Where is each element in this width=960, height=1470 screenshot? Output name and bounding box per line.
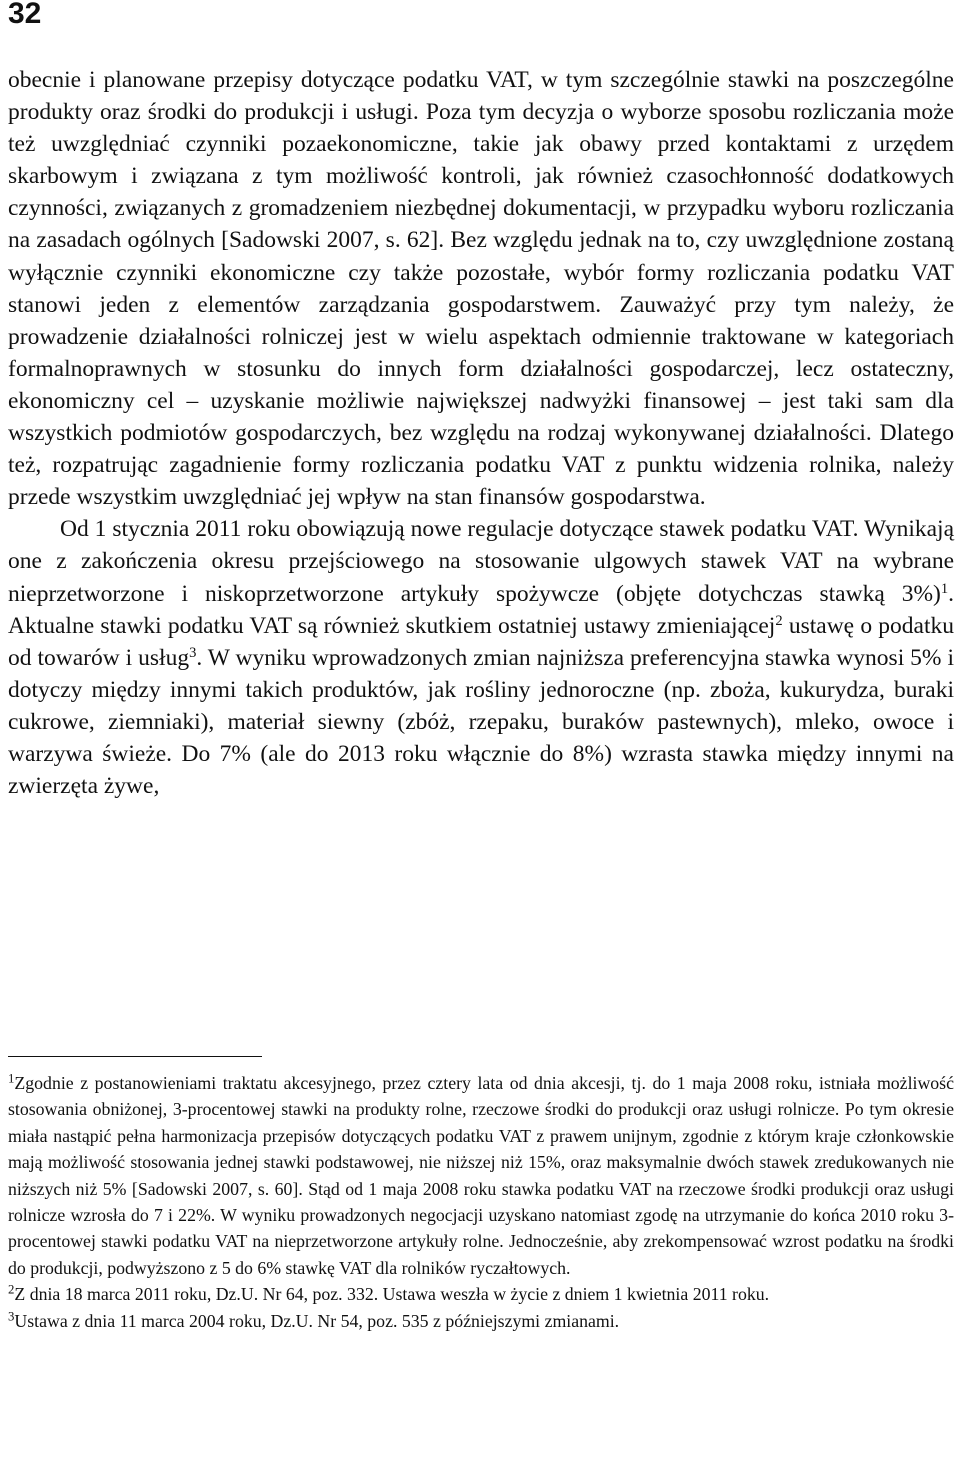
footnote-2 — [8, 1281, 954, 1307]
page-number: 32 — [8, 0, 42, 30]
footnote-2-marker: 2 — [8, 1282, 15, 1297]
footnote-3 — [8, 1308, 954, 1334]
paragraph-2-part-3: ustawę o podatku od towarów i usług — [8, 612, 954, 671]
footnote-ref-1: 1 — [940, 580, 949, 597]
footnote-1-text: Zgodnie z postanowieniami traktatu akcesyjnego, przez cztery lata od dnia akcesji, tj. do 1 maja 2008 roku, istniała możliwość stosowania obniżonej, 3-procentowej stawki na produkty rolne, rzeczowe środki do produkcji oraz usługi rolnicze. Po tym okresie miała nastąpić pełna harmonizacja przepisów dotyczących podatku VAT z prawem unijnym, zgodnie z którym kraje członkowskie mają możliwość stosowania jednej stawki podstawowej, nie niższej niż 15%, oraz maksymalnie dwóch stawek zredukowanych nie niższych niż 5% [Sadowski 2007, s. 60]. Stąd od 1 maja 2008 roku stawka podatku VAT na rzeczowe środki produkcji oraz usługi rolnicze wzrosła do 7 i 22%. W wyniku prowadzonych negocjacji uzyskano natomiast zgodę na utrzymanie do końca 2010 roku 3-procentowej stawki podatku VAT na nieprzetworzone artykuły rolne. Jednocześnie, aby zrekompensować wzrost podatku na środki do produkcji, podwyższono z 5 do 6% stawkę VAT dla rolników ryczałtowych. — [8, 1073, 954, 1278]
footnote-3-text: Ustawa z dnia 11 marca 2004 roku, Dz.U. Nr 54, poz. 535 z późniejszymi zmianami. — [14, 1310, 620, 1331]
footnote-ref-2: 2 — [775, 612, 783, 629]
paragraph-2 — [8, 513, 954, 802]
footnote-1 — [8, 1070, 954, 1281]
footnote-1-marker: 1 — [8, 1071, 15, 1086]
footnote-3-marker: 3 — [8, 1309, 15, 1324]
paragraph-1: obecnie i planowane przepisy dotyczące podatku VAT, w tym szczególnie stawki na poszczególne produkty oraz środki do produkcji i usługi. Poza tym decyzja o wyborze sposobu rozliczania może też uwzględniać czynniki pozaekonomiczne, takie jak obawy przed kontaktami z urzędem skarbowym i związana z tym możliwość kontroli, jak również czasochłonność dodatkowych czynności, związanych z gromadzeniem niezbędnej dokumentacji, w przypadku wyboru rozliczania na zasadach ogólnych [Sadowski 2007, s. 62]. Bez względu jednak na to, czy uwzględnione zostaną wyłącznie czynniki ekonomiczne czy także pozostałe, wybór formy rozliczania podatku VAT stanowi jeden z elementów zarządzania gospodarstwem. Zauważyć przy tym należy, że prowadzenie działalności rolniczej jest w wielu aspektach odmiennie traktowane w kategoriach formalnoprawnych w stosunku do innych form działalności gospodarczej, lecz ostateczny, ekonomiczny cel – uzyskanie możliwie największej nadwyżki finansowej – jest taki sam dla wszystkich podmiotów gospodarczych, bez względu na rodzaj wykonywanej działalności. Dlatego też, rozpatrując zagadnienie formy rozliczania podatku VAT z punktu widzenia rolnika, należy przede wszystkim uwzględniać jej wpływ na stan finansów gospodarstwa. — [8, 67, 954, 511]
main-text — [8, 64, 954, 802]
footnote-2-text: Z dnia 18 marca 2011 roku, Dz.U. Nr 64, poz. 332. Ustawa weszła w życie z dniem 1 kwietnia 2011 roku. — [14, 1284, 770, 1305]
paragraph-2-part-2: . Aktualne stawki podatku VAT są również skutkiem ostatniej ustawy zmieniającej — [8, 580, 954, 639]
footnotes — [8, 1070, 954, 1334]
paragraph-2-part-1: Od 1 stycznia 2011 roku obowiązują nowe regulacje dotyczące stawek podatku VAT. Wynikają one z zakończenia okresu przejściowego na stosowanie ulgowych stawek VAT na wybrane nieprzetworzone i niskoprzetworzone artykuły spożywcze (objęte dotychczas stawką 3%) — [8, 516, 954, 607]
footnote-ref-3: 3 — [189, 644, 197, 661]
paragraph-2-part-4: . W wyniku wprowadzonych zmian najniższa preferencyjna stawka wynosi 5% i dotyczy między innymi takich produktów, jak rośliny jednoroczne (np. zboża, kukurydza, buraki cukrowe, ziemniaki), materiał siewny (zbóż, rzepaku, buraków pastewnych), mleko, owoce i warzywa świeże. Do 7% (ale do 2013 roku włącznie do 8%) wzrasta stawka między innymi na zwierzęta żywe, — [8, 644, 954, 800]
footnote-separator — [8, 1056, 262, 1057]
